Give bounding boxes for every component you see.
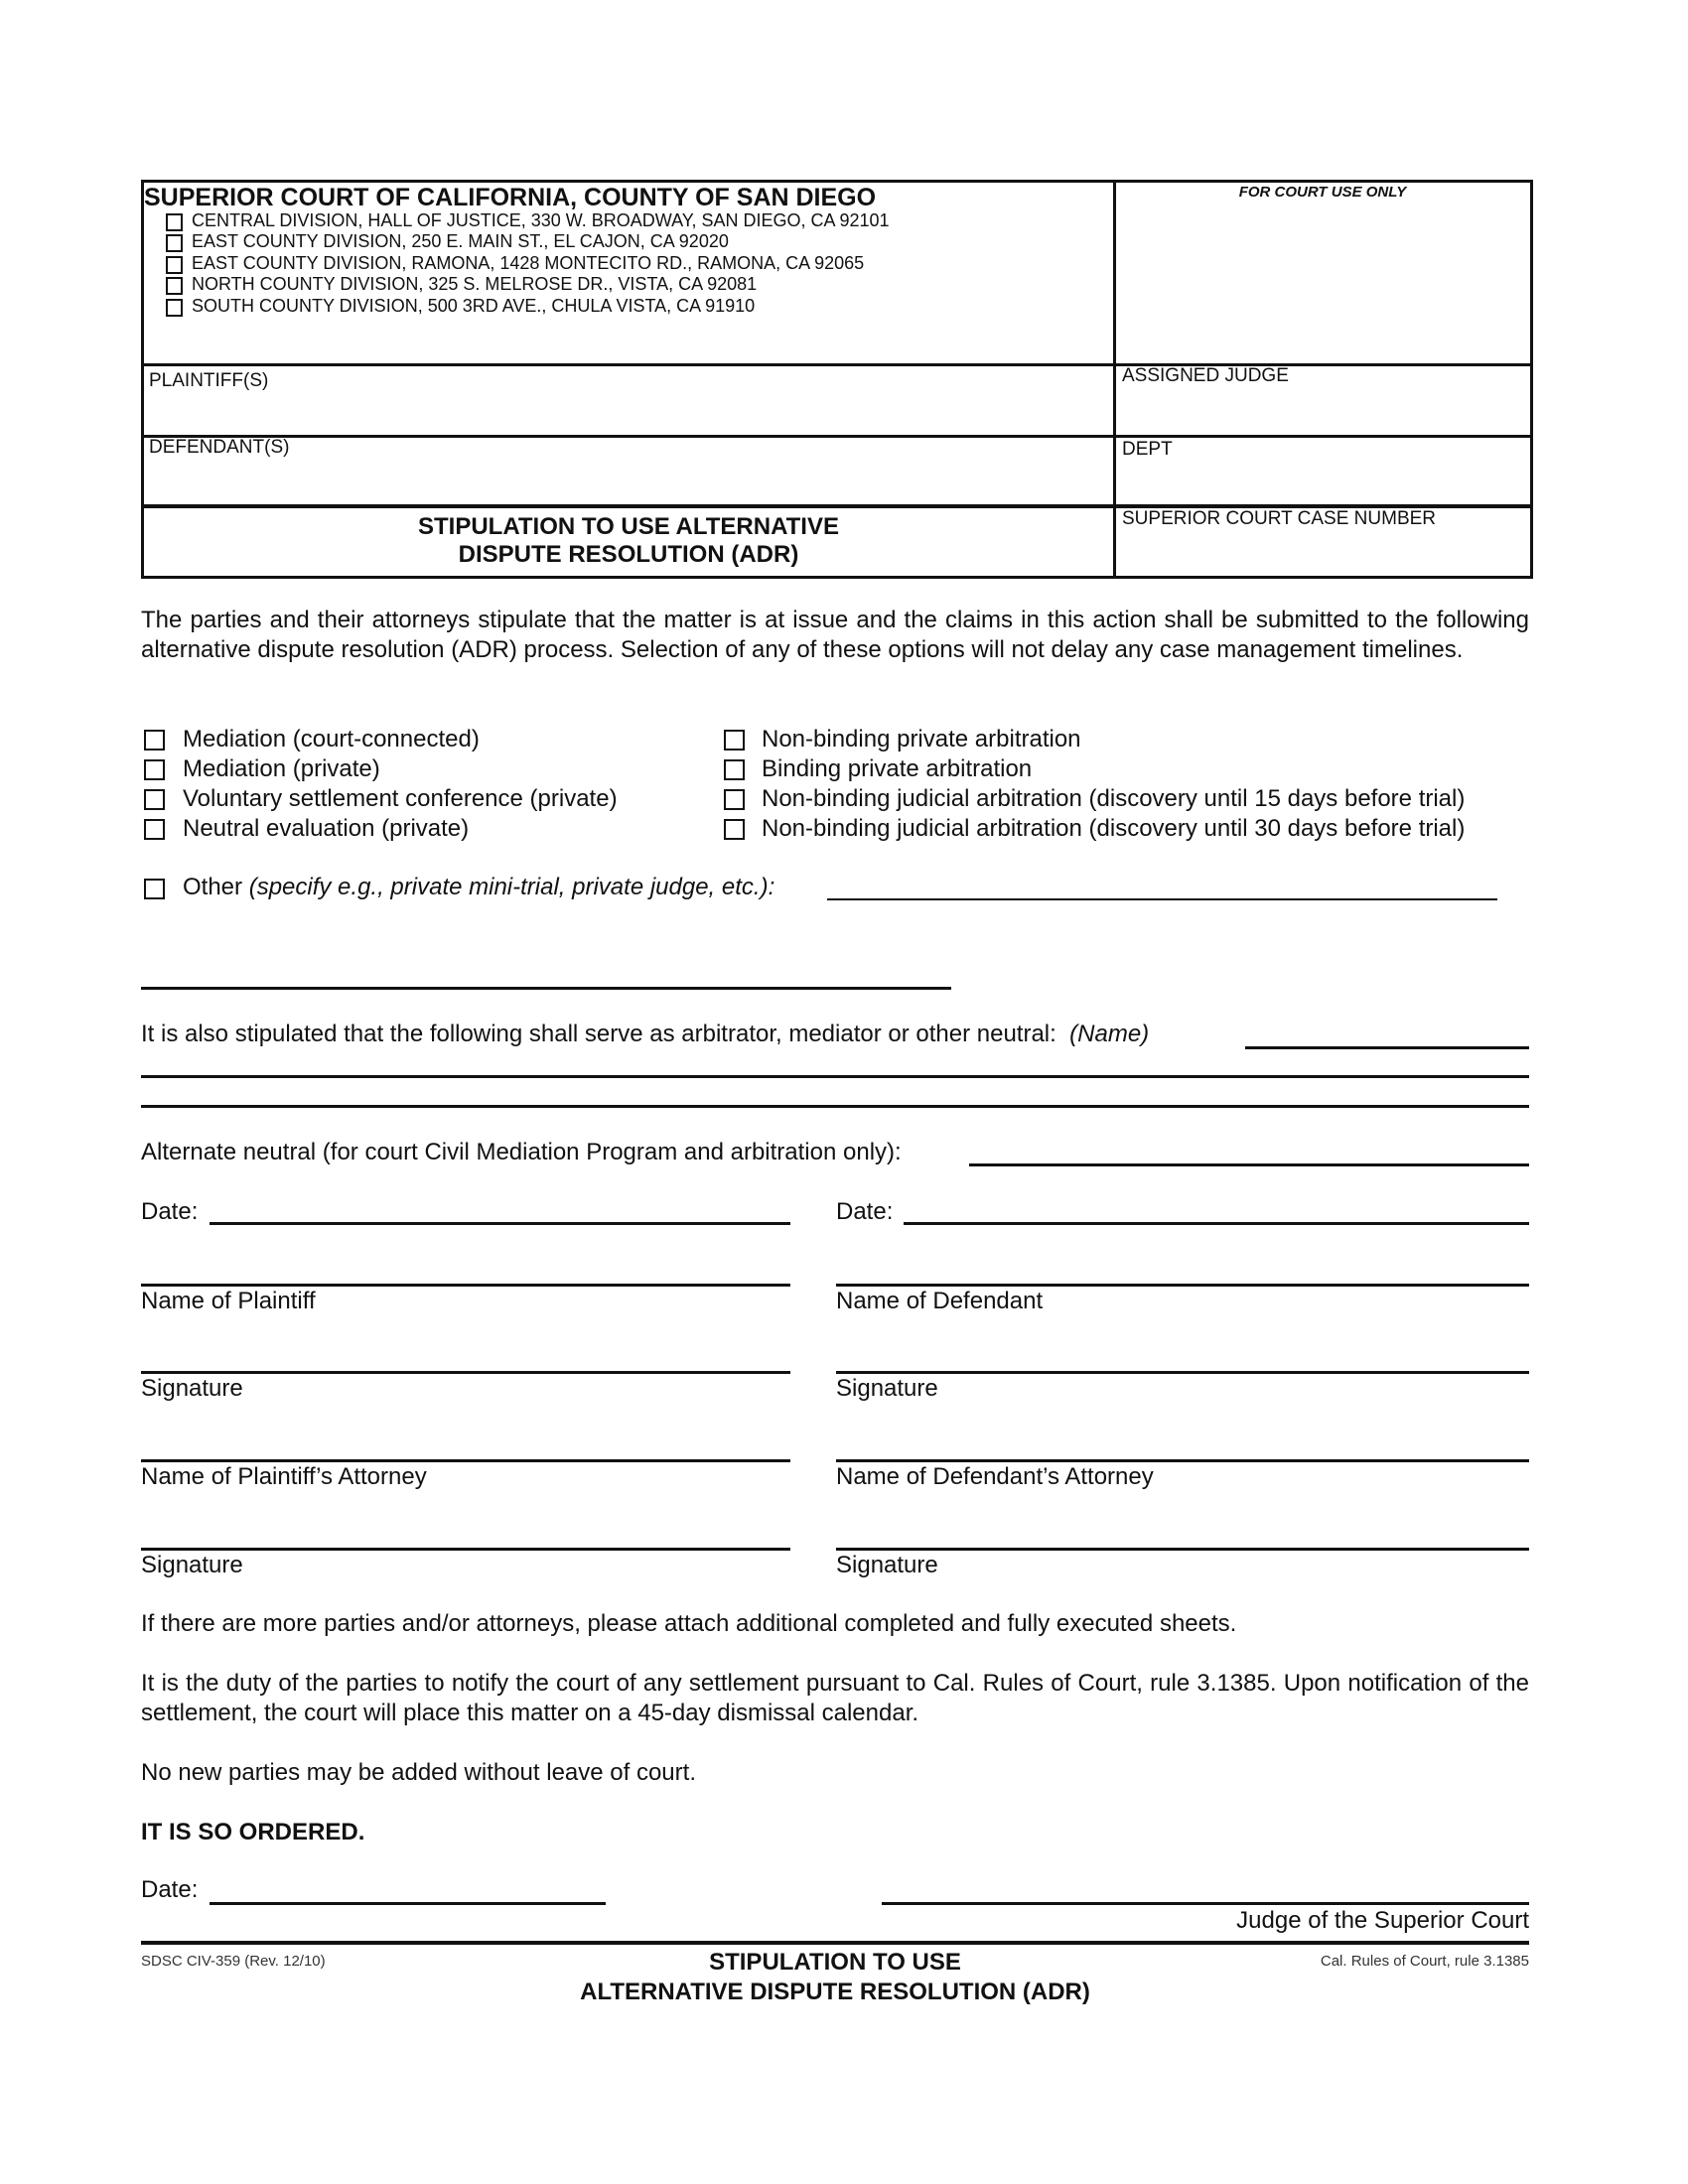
defendants-field[interactable]: DEFENDANT(S): [149, 437, 290, 458]
neutral-label: It is also stipulated that the following shall serve as arbitrator, mediator or other neutral:: [141, 1021, 1056, 1047]
no-new-parties-text: No new parties may be added without leave of court.: [141, 1759, 696, 1786]
division-label: NORTH COUNTY DIVISION, 325 S. MELROSE DR., VISTA, CA 92081: [192, 274, 758, 294]
other-input-line-2[interactable]: [141, 987, 951, 990]
neutral-line[interactable]: [141, 1075, 1529, 1078]
footer-title-line: ALTERNATIVE DISPUTE RESOLUTION (ADR): [580, 1979, 1090, 2005]
option-label: Neutral evaluation (private): [183, 815, 470, 842]
defendant-attorney-signature-line[interactable]: [836, 1548, 1529, 1551]
option-checkbox[interactable]: [144, 759, 165, 780]
more-parties-text: If there are more parties and/or attorneys, please attach additional completed and fully executed sheets.: [141, 1610, 1237, 1637]
footer-title-line: STIPULATION TO USE: [709, 1949, 961, 1976]
division-checkbox[interactable]: [166, 213, 183, 231]
judge-label: Judge of the Superior Court: [1236, 1907, 1529, 1934]
division-checkbox[interactable]: [166, 256, 183, 274]
other-checkbox[interactable]: [144, 879, 165, 899]
defendant-date-label: Date:: [836, 1198, 894, 1225]
assigned-judge-field[interactable]: ASSIGNED JUDGE: [1122, 365, 1289, 386]
order-date-line[interactable]: [210, 1902, 606, 1905]
other-input-line[interactable]: [827, 898, 1497, 900]
so-ordered-text: IT IS SO ORDERED.: [141, 1819, 365, 1845]
option-checkbox[interactable]: [144, 819, 165, 840]
intro-paragraph: The parties and their attorneys stipulate that the matter is at issue and the claims in this action shall be submitted to the following alternative dispute resolution (ADR) process. Selection of any of these options will not delay any case management timelines.: [141, 607, 1529, 663]
sig-label: Name of Plaintiff’s Attorney: [141, 1463, 427, 1490]
sig-label: Signature: [141, 1552, 243, 1578]
duty-paragraph: It is the duty of the parties to notify the court of any settlement pursuant to Cal. Rules of Court, rule 3.1385. Upon notification of the settlement, the court will place this matter on a 45-day dismissal calendar.: [141, 1670, 1529, 1726]
court-name: SUPERIOR COURT OF CALIFORNIA, COUNTY OF SAN DIEGO: [144, 184, 877, 211]
other-label: [183, 873, 774, 902]
division-label: EAST COUNTY DIVISION, RAMONA, 1428 MONTECITO RD., RAMONA, CA 92065: [192, 253, 865, 273]
option-label: Voluntary settlement conference (private): [183, 785, 618, 812]
neutral-name-hint: (Name): [1069, 1021, 1150, 1047]
other-hint: (specify e.g., private mini-trial, private judge, etc.):: [248, 874, 775, 900]
divider: [141, 435, 1530, 438]
option-label: Non-binding judicial arbitration (discovery until 30 days before trial): [762, 815, 1466, 842]
order-date-label: Date:: [141, 1876, 199, 1903]
option-checkbox[interactable]: [724, 789, 745, 810]
defendant-date-line[interactable]: [904, 1222, 1529, 1225]
option-label: Non-binding private arbitration: [762, 726, 1081, 752]
sig-label: Name of Defendant: [836, 1288, 1044, 1314]
court-use-label: FOR COURT USE ONLY: [1238, 184, 1407, 201]
option-label: Mediation (private): [183, 755, 380, 782]
option-checkbox[interactable]: [724, 759, 745, 780]
division-checkbox[interactable]: [166, 299, 183, 317]
form-title-line: STIPULATION TO USE ALTERNATIVE: [417, 513, 839, 540]
option-checkbox[interactable]: [724, 730, 745, 751]
judge-signature-line[interactable]: [882, 1902, 1529, 1905]
sig-label: Signature: [836, 1375, 938, 1402]
option-label: Non-binding judicial arbitration (discovery until 15 days before trial): [762, 785, 1466, 812]
sig-label: Name of Defendant’s Attorney: [836, 1463, 1154, 1490]
division-label: EAST COUNTY DIVISION, 250 E. MAIN ST., EL CAJON, CA 92020: [192, 231, 729, 251]
option-label: Binding private arbitration: [762, 755, 1033, 782]
dept-field[interactable]: DEPT: [1122, 439, 1173, 460]
option-checkbox[interactable]: [144, 730, 165, 751]
plaintiff-date-line[interactable]: [210, 1222, 790, 1225]
divider: [141, 363, 1530, 366]
form-id: SDSC CIV-359 (Rev. 12/10): [141, 1953, 326, 1970]
option-checkbox[interactable]: [724, 819, 745, 840]
other-text: Other: [183, 874, 243, 900]
plaintiff-date-label: Date:: [141, 1198, 199, 1225]
option-checkbox[interactable]: [144, 789, 165, 810]
form-title: [144, 513, 1113, 569]
division-label: CENTRAL DIVISION, HALL OF JUSTICE, 330 W. BROADWAY, SAN DIEGO, CA 92101: [192, 210, 890, 230]
rule-reference: Cal. Rules of Court, rule 3.1385: [1320, 1953, 1529, 1970]
form-title-line: DISPUTE RESOLUTION (ADR): [458, 541, 799, 568]
division-checkbox[interactable]: [166, 234, 183, 252]
alternate-neutral-label: Alternate neutral (for court Civil Mediation Program and arbitration only):: [141, 1139, 902, 1165]
neutral-name-line[interactable]: [1245, 1046, 1529, 1049]
sig-label: Name of Plaintiff: [141, 1288, 316, 1314]
neutral-text: [141, 1020, 1149, 1049]
sig-label: Signature: [141, 1375, 243, 1402]
caption-divider: [1113, 180, 1116, 577]
plaintiffs-field[interactable]: PLAINTIFF(S): [149, 370, 269, 391]
division-label: SOUTH COUNTY DIVISION, 500 3RD AVE., CHULA VISTA, CA 91910: [192, 296, 756, 316]
division-checkbox[interactable]: [166, 277, 183, 295]
alternate-neutral-line[interactable]: [969, 1163, 1529, 1166]
neutral-line[interactable]: [141, 1105, 1529, 1108]
option-label: Mediation (court-connected): [183, 726, 480, 752]
sig-label: Signature: [836, 1552, 938, 1578]
case-number-field[interactable]: SUPERIOR COURT CASE NUMBER: [1122, 508, 1437, 529]
defendant-signature-line[interactable]: [836, 1371, 1529, 1374]
footer-rule: [141, 1941, 1529, 1945]
